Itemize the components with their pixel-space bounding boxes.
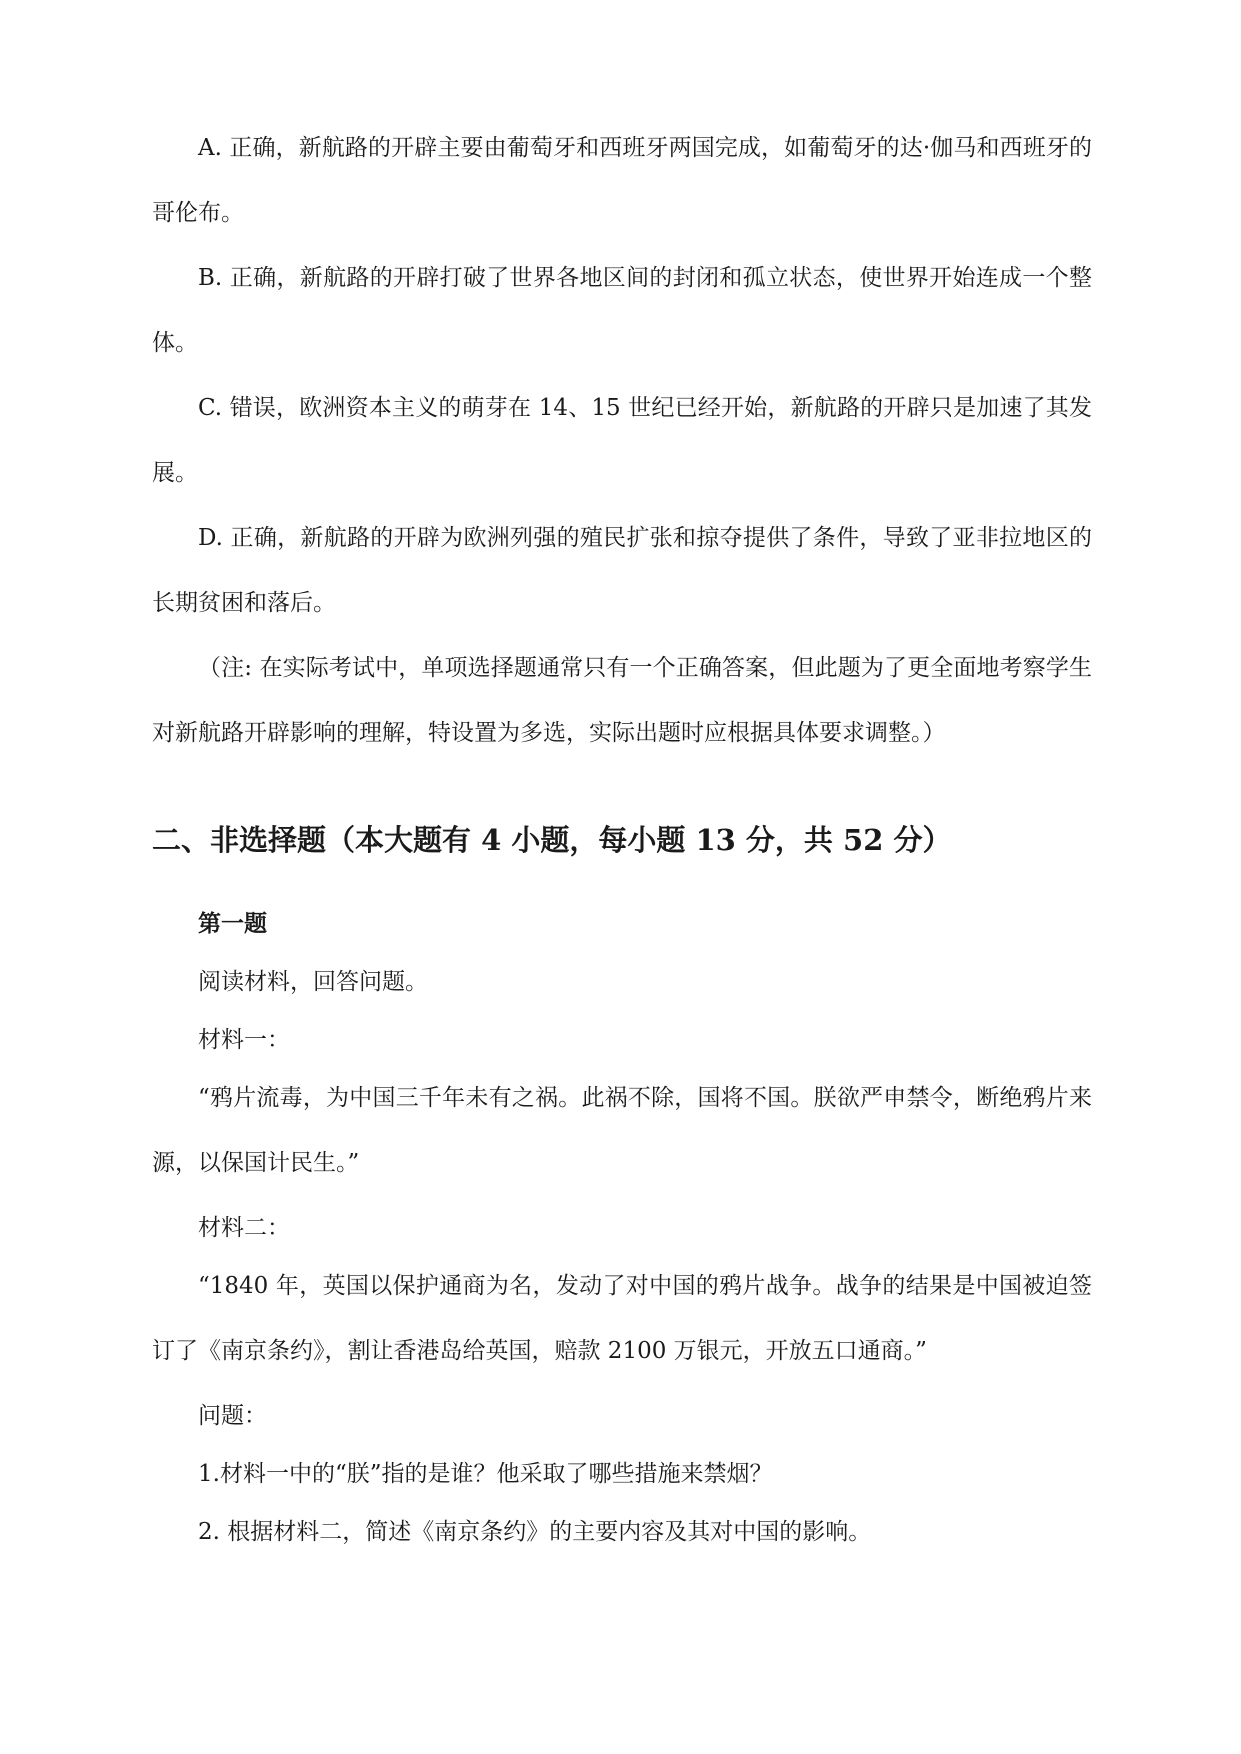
question-title: 第一题 [198, 910, 267, 937]
exam-note: （注: 在实际考试中，单项选择题通常只有一个正确答案，但此题为了更全面地考察学生对新航路开辟影响的理解，特设置为多选，实际出题时应根据具体要求调整。） [152, 655, 1092, 746]
material-two-text: “1840 年，英国以保护通商为名，发动了对中国的鸦片战争。战争的结果是中国被迫签订了《南京条约》，割让香港岛给英国，赔款 2100 万银元，开放五口通商。” [152, 1273, 1092, 1364]
question-two: 2. 根据材料二，简述《南京条约》的主要内容及其对中国的影响。 [198, 1519, 872, 1545]
option-d-explanation: D. 正确，新航路的开辟为欧洲列强的殖民扩张和掠夺提供了条件，导致了亚非拉地区的长期贫困和落后。 [152, 525, 1092, 616]
option-b-explanation: B. 正确，新航路的开辟打破了世界各地区间的封闭和孤立状态，使世界开始连成一个整体。 [152, 265, 1092, 356]
question-one: 1.材料一中的“朕”指的是谁？他采取了哪些措施来禁烟？ [198, 1461, 773, 1487]
material-one-label: 材料一： [198, 1027, 290, 1053]
questions-label: 问题： [198, 1403, 267, 1429]
instruction-text: 阅读材料，回答问题。 [198, 969, 428, 995]
material-two-label: 材料二： [198, 1215, 290, 1241]
section-heading: 二、非选择题（本大题有 4 小题，每小题 13 分，共 52 分） [152, 823, 952, 857]
material-one-text: “鸦片流毒，为中国三千年未有之祸。此祸不除，国将不国。朕欲严申禁令，断绝鸦片来源，以保国计民生。” [152, 1085, 1092, 1176]
option-a-explanation: A. 正确，新航路的开辟主要由葡萄牙和西班牙两国完成，如葡萄牙的达·伽马和西班牙的哥伦布。 [152, 135, 1092, 226]
option-c-explanation: C. 错误，欧洲资本主义的萌芽在 14、15 世纪已经开始，新航路的开辟只是加速了其发展。 [152, 395, 1092, 486]
